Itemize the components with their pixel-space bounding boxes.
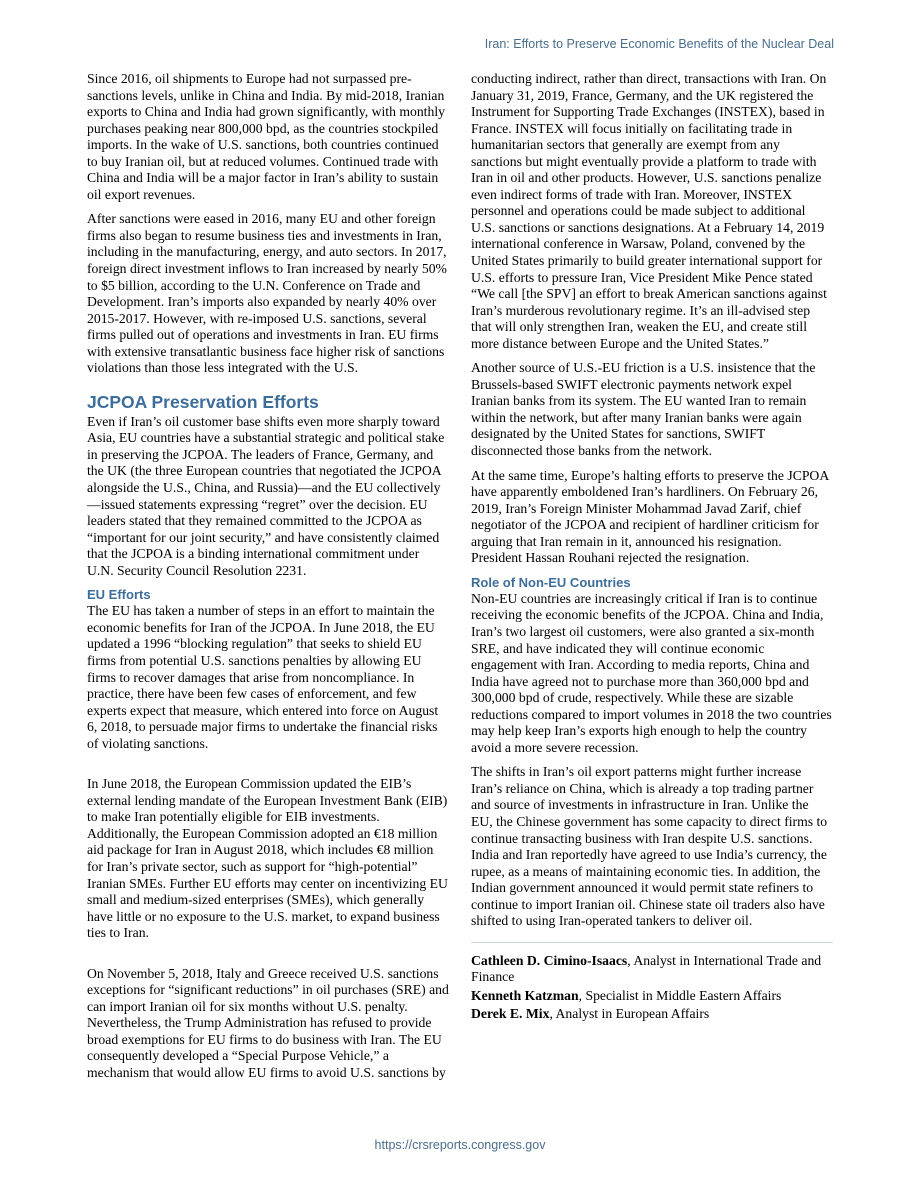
author-entry	[471, 953, 833, 986]
paragraph: On November 5, 2018, Italy and Greece received U.S. sanctions exceptions for “significant reductions” in oil purchases (SRE) and can import Iranian oil for six months without U.S. penalty. Nevertheless, the Trump Administration has refused to provide broad exemptions for EU firms to do business with Iran. The EU consequently developed a “Special Purpose Vehicle,” a mechanism that would allow EU firms to avoid U.S. sanctions by	[87, 965, 449, 1080]
paragraph: The EU has taken a number of steps in an effort to maintain the economic benefits for Iran of the JCPOA. In June 2018, the EU updated a 1996 “blocking regulation” that seeks to shield EU firms from potential U.S. sanctions penalties by allowing EU firms to recover damages that arise from noncompliance. In practice, there have been few cases of enforcement, and few experts expect that measure, which entered into force on August 6, 2018, to persuade major firms to undertake the financial risks of violating sanctions.	[87, 603, 439, 751]
paragraph: In June 2018, the European Commission updated the EIB’s external lending mandate of the European Investment Bank (EIB) to make Iran potentially eligible for EIB investments. Additionally, the European Commission adopted an €18 million aid package for Iran in August 2018, which includes €8 million for Iran’s private sector, such as support for “high-potential” Iranian SMEs. Further EU efforts may center on incentivizing EU small and medium-sized enterprises (SMEs), which generally have little or no exposure to the U.S. market, to expand business ties to Iran.	[87, 776, 448, 941]
paragraph: conducting indirect, rather than direct, transactions with Iran. On January 31, 2019, France, Germany, and the UK registered the Instrument for Supporting Trade Exchanges (INSTEX), based in France. INSTEX will focus initially on facilitating trade in humanitarian sectors that generally are exempt from any sanctions but might eventually provide a platform to trade with Iran in oil and other products. However, U.S. sanctions penalize even indirect forms of trade with Iran. Moreover, INSTEX personnel and operations could be made subject to additional U.S. sanctions or sanctions designations. At a February 14, 2019 international conference in Warsaw, Poland, convened by the United States primarily to build greater international support for U.S. efforts to pressure Iran, Vice President Mike Pence stated “We call [the SPV] an effort to break American sanctions against Iran’s murderous revolutionary regime. It’s an ill-advised step that will only strengthen Iran, weaken the EU, and create still more distance between Europe and the United States.”	[471, 71, 827, 351]
paragraph: Since 2016, oil shipments to Europe had not surpassed pre-sanctions levels, unlike in China and India. By mid-2018, Iranian exports to China and India had grown significantly, with monthly purchases peaking near 800,000 bpd, as the countries stockpiled imports. In the wake of U.S. sanctions, both countries continued to buy Iranian oil, but at reduced volumes. Continued trade with China and India will be a major factor in Iran’s ability to sustain oil export revenues.	[87, 71, 445, 202]
paragraph: Non-EU countries are increasingly critical if Iran is to continue receiving the economic benefits of the JCPOA. China and India, Iran’s two largest oil customers, were also granted a six-month SRE, and have indicated they will continue economic engagement with Iran. According to media reports, China and India have agreed not to purchase more than 360,000 bpd and 300,000 bpd of crude, respectively. While these are sizable reductions compared to import volumes in 2018 the two countries may help keep Iran’s exports high enough to help the country avoid a more severe recession.	[471, 590, 832, 755]
subsection-heading: Role of Non-EU Countries	[471, 574, 631, 590]
author-block	[471, 942, 833, 1023]
author-entry	[471, 1006, 833, 1023]
author-name: Kenneth Katzman	[471, 987, 579, 1003]
author-name: Derek E. Mix	[471, 1006, 550, 1022]
author-title: , Analyst in International Trade and Finance	[471, 952, 822, 985]
author-entry	[471, 988, 833, 1005]
paragraph: At the same time, Europe’s halting efforts to preserve the JCPOA have apparently emboldened Iran’s hardliners. On February 26, 2019, Iran’s Foreign Minister Mohammad Javad Zarif, chief negotiator of the JCPOA and recipient of hardliner criticism for arguing that Iran remain in it, announced his resignation. President Hassan Rouhani rejected the resignation.	[471, 467, 829, 566]
section-heading: JCPOA Preservation Efforts	[87, 391, 319, 412]
right-column	[471, 71, 833, 1025]
paragraph: The shifts in Iran’s oil export patterns might further increase Iran’s reliance on China, which is already a top trading partner and source of investments in infrastructure in Iran. Unlike the EU, the Chinese government has some capacity to direct firms to continue transacting business with Iran despite U.S. sanctions. India and Iran reportedly have agreed to use India’s currency, the rupee, as a means of maintaining economic ties. In addition, the Indian government announced it would permit state refiners to continue to import Iranian oil. Chinese state oil traders also have shifted to using Iran-operated tankers to deliver oil.	[471, 764, 828, 929]
paragraph: After sanctions were eased in 2016, many EU and other foreign firms also began to resume business ties and investments in Iran, including in the manufacturing, energy, and auto sectors. In 2017, foreign direct investment inflows to Iran increased by nearly 50% to $5 billion, according to the U.N. Conference on Trade and Development. Iran’s imports also expanded by nearly 40% over 2015-2017. However, with re-imposed U.S. sanctions, several firms pulled out of operations and investments in Iran. EU firms with extensive transatlantic business face higher risk of sanctions violations than those less integrated with the U.S.	[87, 211, 447, 376]
author-title: , Analyst in European Affairs	[549, 1006, 710, 1022]
author-name: Cathleen D. Cimino-Isaacs	[471, 952, 628, 968]
left-column	[87, 71, 449, 1090]
running-header: Iran: Efforts to Preserve Economic Benefits of the Nuclear Deal	[484, 37, 834, 51]
author-title: , Specialist in Middle Eastern Affairs	[578, 987, 782, 1003]
paragraph: Another source of U.S.-EU friction is a U.S. insistence that the Brussels-based SWIFT electronic payments network expel Iranian banks from its system. The EU wanted Iran to remain within the network, but after many Iranian banks were again designated by the United States for sanctions, SWIFT disconnected those banks from the network.	[471, 360, 816, 459]
footer-link[interactable]: https://crsreports.congress.gov	[374, 1138, 546, 1152]
paragraph: Even if Iran’s oil customer base shifts even more sharply toward Asia, EU countries have a substantial strategic and political stake in preserving the JCPOA. The leaders of France, Germany, and the UK (the three European countries that negotiated the JCPOA alongside the U.S., China, and Russia)—and the EU collectively—issued statements expressing “regret” over the decision. EU leaders stated that they remained committed to the JCPOA as “important for our joint security,” and have consistently claimed that the JCPOA is a binding international commitment under U.N. Security Council Resolution 2231.	[87, 413, 445, 578]
subsection-heading: EU Efforts	[87, 587, 151, 603]
